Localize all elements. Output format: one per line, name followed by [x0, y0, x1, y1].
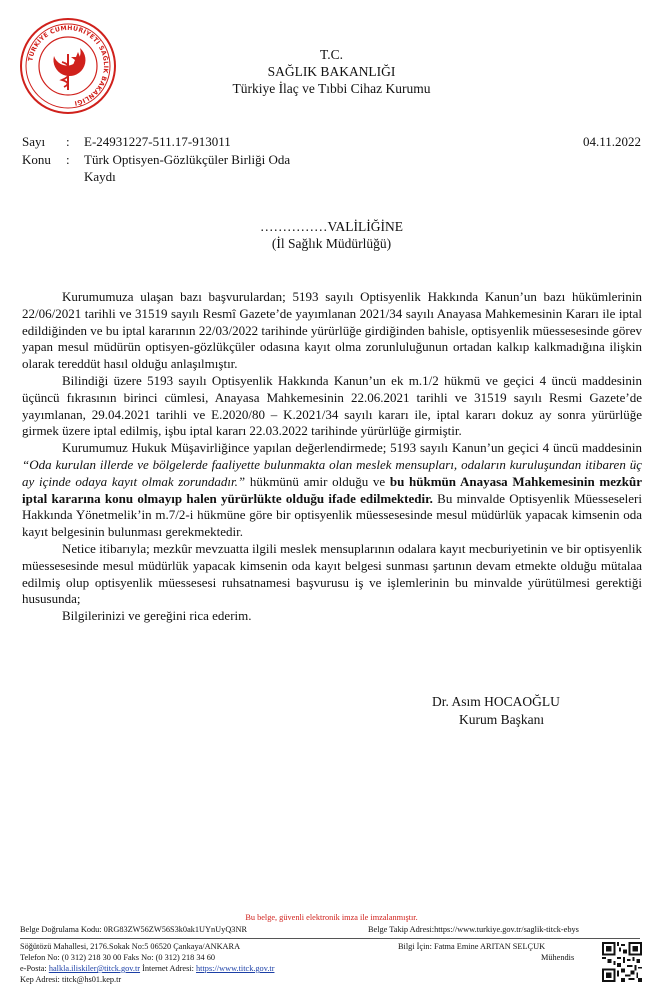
- document-date: 04.11.2022: [582, 134, 641, 149]
- info-person: Bilgi İçin: Fatma Emine ARITAN SELÇUK: [398, 942, 546, 951]
- contact-line: [20, 964, 274, 975]
- paragraph-3-intro: Kurumumuz Hukuk Müşavirliğince yapılan değerlendirmede; 5193 sayılı Kanun’un geçici 4 üncü maddesinin: [62, 440, 642, 456]
- kep-address: Kep Adresi: titck@hs01.kep.tr: [20, 975, 122, 984]
- qr-code-icon: [602, 942, 642, 982]
- sayi-value: E-24931227-511.17-913011: [84, 134, 231, 149]
- paragraph-3-emphasis: bu hükmün Anayasa Mahkemesinin mezkûr iptal kararına konu olmayıp halen yürürlükte olduğu ifade edilmektedir.: [22, 473, 642, 506]
- web-label: İnternet Adresi:: [140, 964, 197, 973]
- header-ministry: SAĞLIK BAKANLIĞI: [267, 64, 396, 79]
- signatory-title: Kurum Başkanı: [459, 712, 545, 727]
- paragraph-4: Netice itibarıyla; mezkûr mevzuatta ilgili meslek mensuplarının odalara kayıt mecburiyetinin ve bir optisyenlik müessesesinde mesul müdürlük yapacak kimsenin oda kayıt belgesi sunması şartının devam etmekte olduğu mütalaa edilmiş olup optisyenlik müessesesi ruhsatnamesi başvurusu iş ve işlemlerinin bu minvalde yürütülmesi gerektiği hususunda;: [22, 540, 642, 607]
- tracking-address: Belge Takip Adresi:https://www.turkiye.gov.tr/saglik-titck-ebys: [368, 925, 579, 934]
- email-link[interactable]: halkla.iliskiler@titck.gov.tr: [48, 964, 141, 973]
- info-title: Mühendis: [541, 953, 575, 962]
- konu-line-2: Kaydı: [84, 169, 116, 184]
- svg-text:TÜRKİYE CUMHURİYETİ SAĞLIK BAK: TÜRKİYE CUMHURİYETİ SAĞLIK BAKANLIĞI: [27, 24, 110, 107]
- paragraph-2: Bilindiği üzere 5193 sayılı Optisyenlik Hakkında Kanun’un ek m.1/2 hükmü ve geçici 4 üncü maddesinin üçüncü fıkrasının birinci cümlesi, Anayasa Mahkemesinin 22.06.2021 tarihli ve 31519 sayılı Resmi Gazete’de yayımlanan, 29.04.2021 tarihli ve E.2020/80 – K.2021/34 sayılı kararı ile, iptal kararı dokuz ay sonra yürürlüğe girmek üzere iptal edilmiş, işbu iptal kararı 22.03.2022 tarihinde yürürlüğe girmiştir.: [22, 372, 642, 439]
- paragraph-3-end: Bu minvalde Optisyenlik Müesseseleri Hakkında Yönetmelik’in m.7/2-i hükmüne göre bir optisyenlik müessesesinde mesul müdürlük yapacak kimsenin oda kayıt belgesinin bulunması gerekmektedir.: [22, 490, 642, 540]
- website-link[interactable]: https://www.titck.gov.tr: [196, 964, 275, 973]
- addressee-line-2: (İl Sağlık Müdürlüğü): [271, 236, 392, 251]
- paragraph-3-mid: hükmünü amir olduğu ve: [245, 473, 390, 489]
- konu-colon: :: [66, 152, 70, 167]
- letter-body: [22, 289, 642, 625]
- footer-divider: [20, 938, 640, 939]
- paragraph-5: Bilgilerinizi ve gereğini rica ederim.: [62, 608, 252, 624]
- paragraph-1: Kurumumuza ulaşan bazı başvurulardan; 5193 sayılı Optisyenlik Hakkında Kanun’un bazı hükümlerinin 22/06/2021 tarihli ve 31519 sayılı Resmî Gazete’de yayımlanan 2021/34 sayılı Anayasa Mahkemesinin Kararı ile iptal edildiğinden ve bu iptal kararının 22/03/2022 tarihinde yürürlüğe girdiğinden bahisle, optisyenlik müessesesinde görev yapan mesul müdürün optisyen-gözlükçüler odasına kayıt olma zorunluluğunun ortadan kalkıp kalkmadığına ilişkin olarak tereddüt hasıl olduğu anlaşılmıştır.: [22, 289, 642, 372]
- header-tc: T.C.: [320, 47, 343, 62]
- paragraph-3-quote: “Oda kurulan illerde ve bölgelerde faaliyette bulunmakta olan meslek mensupları, odaların kuruluşundan itibaren üç ay içinde odaya kayıt olmak zorundadır.”: [22, 456, 642, 489]
- header-institution: Türkiye İlaç ve Tıbbi Cihaz Kurumu: [232, 81, 431, 96]
- phone-fax: Telefon No: (0 312) 218 30 00 Faks No: (0 312) 218 34 60: [20, 953, 216, 962]
- konu-label: Konu: [22, 152, 51, 167]
- email-label: e-Posta:: [20, 964, 49, 973]
- addressee-line-1: ……………VALİLİĞİNE: [260, 219, 403, 234]
- postal-address: Söğütözü Mahallesi, 2176.Sokak No:5 06520 Çankaya/ANKARA: [20, 942, 241, 951]
- signatory-name: Dr. Asım HOCAOĞLU: [432, 694, 560, 709]
- esign-note: Bu belge, güvenli elektronik imza ile imzalanmıştır.: [245, 913, 418, 922]
- sayi-colon: :: [66, 134, 70, 149]
- paragraph-3: [22, 440, 642, 541]
- sayi-label: Sayı: [22, 134, 46, 149]
- konu-line-1: Türk Optisyen-Gözlükçüler Birliği Oda: [84, 152, 291, 167]
- verification-code: Belge Doğrulama Kodu: 0RG83ZW56ZW56S3k0ak1UYnUyQ3NR: [20, 925, 247, 934]
